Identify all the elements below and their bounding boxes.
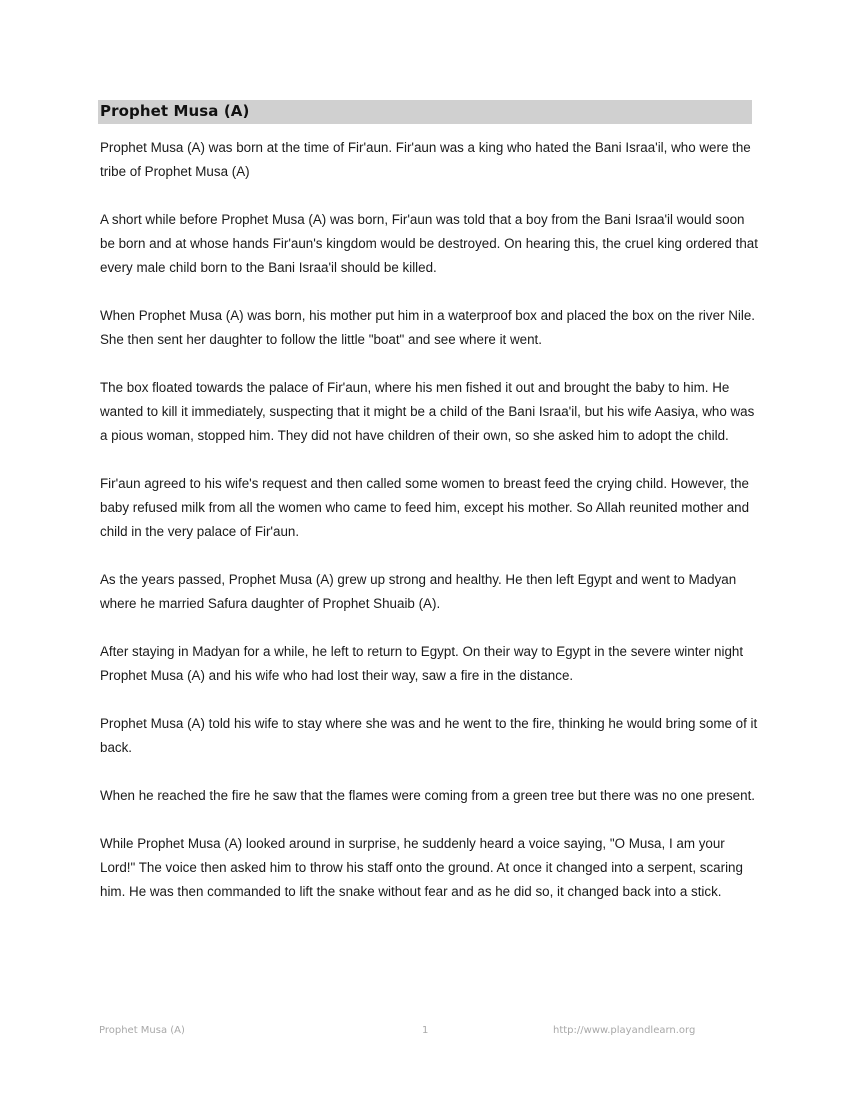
paragraph: The box floated towards the palace of Fir'aun, where his men fished it out and brought the baby to him. He wanted to kill it immediately, suspecting that it might be a child of the Bani Israa'il, but his wife Aasiya, who was a pious woman, stopped him. They did not have children of their own, so she asked him to adopt the child. <box>100 380 755 443</box>
story-body <box>100 136 760 928</box>
paragraph: Prophet Musa (A) was born at the time of Fir'aun. Fir'aun was a king who hated the Bani Israa'il, who were the tribe of Prophet Musa (A) <box>100 140 751 179</box>
paragraph: While Prophet Musa (A) looked around in surprise, he suddenly heard a voice saying, "O Musa, I am your Lord!" The voice then asked him to throw his staff onto the ground. At once it changed into a serpent, scaring him. He was then commanded to lift the snake without fear and as he did so, it changed back into a stick. <box>100 836 743 899</box>
paragraph: Fir'aun agreed to his wife's request and then called some women to breast feed the crying child. However, the baby refused milk from all the women who came to feed him, except his mother. So Allah reunited mother and child in the very palace of Fir'aun. <box>100 476 750 539</box>
title-bar <box>98 100 752 124</box>
paragraph: After staying in Madyan for a while, he left to return to Egypt. On their way to Egypt in the severe winter night Prophet Musa (A) and his wife who had lost their way, saw a fire in the distance. <box>100 644 744 683</box>
paragraph: Prophet Musa (A) told his wife to stay where she was and he went to the fire, thinking he would bring some of it back. <box>100 716 758 755</box>
paragraph: When Prophet Musa (A) was born, his mother put him in a waterproof box and placed the box on the river Nile. She then sent her daughter to follow the little "boat" and see where it went. <box>100 308 755 347</box>
paragraph: A short while before Prophet Musa (A) was born, Fir'aun was told that a boy from the Bani Israa'il would soon be born and at whose hands Fir'aun's kingdom would be destroyed. On hearing this, the cruel king ordered that every male child born to the Bani Israa'il should be killed. <box>100 212 758 275</box>
footer-url: http://www.playandlearn.org <box>553 1025 696 1036</box>
page-title: Prophet Musa (A) <box>100 102 250 120</box>
footer-page-number: 1 <box>422 1025 429 1036</box>
paragraph: When he reached the fire he saw that the flames were coming from a green tree but there was no one present. <box>100 788 756 803</box>
footer-title: Prophet Musa (A) <box>99 1025 185 1036</box>
paragraph: As the years passed, Prophet Musa (A) grew up strong and healthy. He then left Egypt and went to Madyan where he married Safura daughter of Prophet Shuaib (A). <box>100 572 737 611</box>
